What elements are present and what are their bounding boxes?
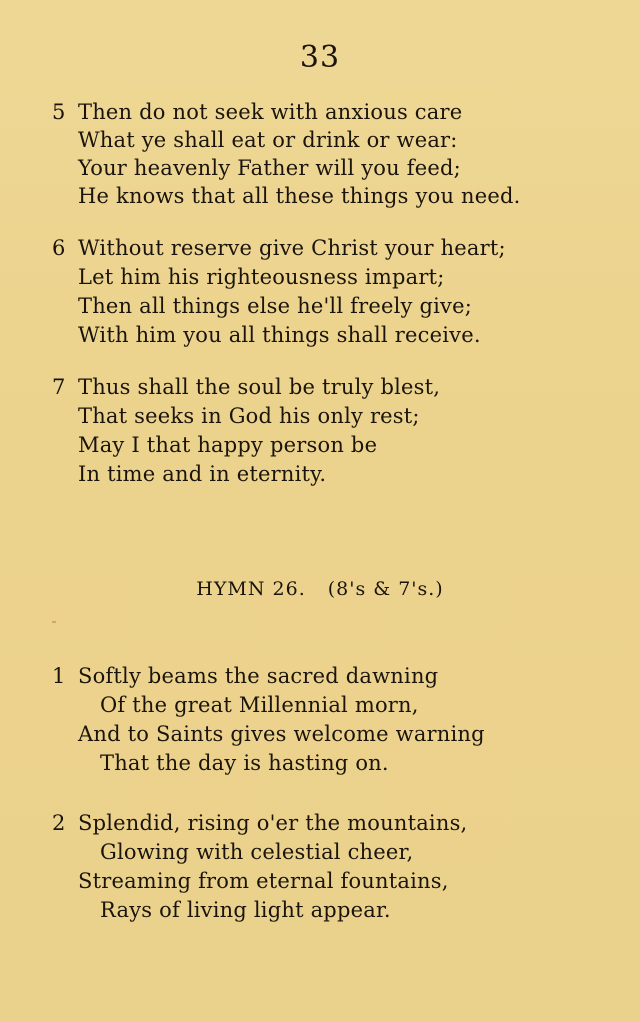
stanza-line: That the day is hasting on.	[100, 751, 389, 775]
hymn-heading	[0, 578, 640, 600]
stanza-number: 5	[52, 100, 66, 124]
stanza-line: Glowing with celestial cheer,	[100, 840, 414, 864]
stanza-number: 6	[52, 236, 66, 260]
hymn-meter: (8's & 7's.)	[327, 578, 444, 600]
page-number: 33	[299, 40, 341, 75]
stanza-number: 7	[52, 375, 66, 399]
stanza-line: Rays of living light appear.	[100, 898, 391, 922]
stanza-line: He knows that all these things you need.	[78, 184, 521, 208]
stanza-line: What ye shall eat or drink or wear:	[78, 128, 458, 152]
stanza-line: In time and in eternity.	[78, 462, 327, 486]
print-speck	[52, 621, 56, 623]
stanza-line: Streaming from eternal fountains,	[78, 869, 449, 893]
stanza-line: Softly beams the sacred dawning	[78, 664, 439, 688]
stanza-line: Let him his righteousness impart;	[78, 265, 445, 289]
stanza-line: Thus shall the soul be truly blest,	[78, 375, 441, 399]
stanza-number: 2	[52, 811, 66, 835]
stanza-number: 1	[52, 664, 66, 688]
stanza-line: That seeks in God his only rest;	[78, 404, 420, 428]
stanza-line: Then do not seek with anxious care	[78, 100, 463, 124]
stanza-line: May I that happy person be	[78, 433, 378, 457]
stanza-line: Of the great Millennial morn,	[100, 693, 419, 717]
hymn-title: HYMN 26.	[196, 578, 306, 600]
stanza-line: Splendid, rising o'er the mountains,	[78, 811, 468, 835]
stanza-line: With him you all things shall receive.	[78, 323, 481, 347]
stanza-line: Then all things else he'll freely give;	[78, 294, 472, 318]
stanza-line: Without reserve give Christ your heart;	[78, 236, 506, 260]
stanza-line: Your heavenly Father will you feed;	[78, 156, 461, 180]
stanza-line: And to Saints gives welcome warning	[78, 722, 485, 746]
